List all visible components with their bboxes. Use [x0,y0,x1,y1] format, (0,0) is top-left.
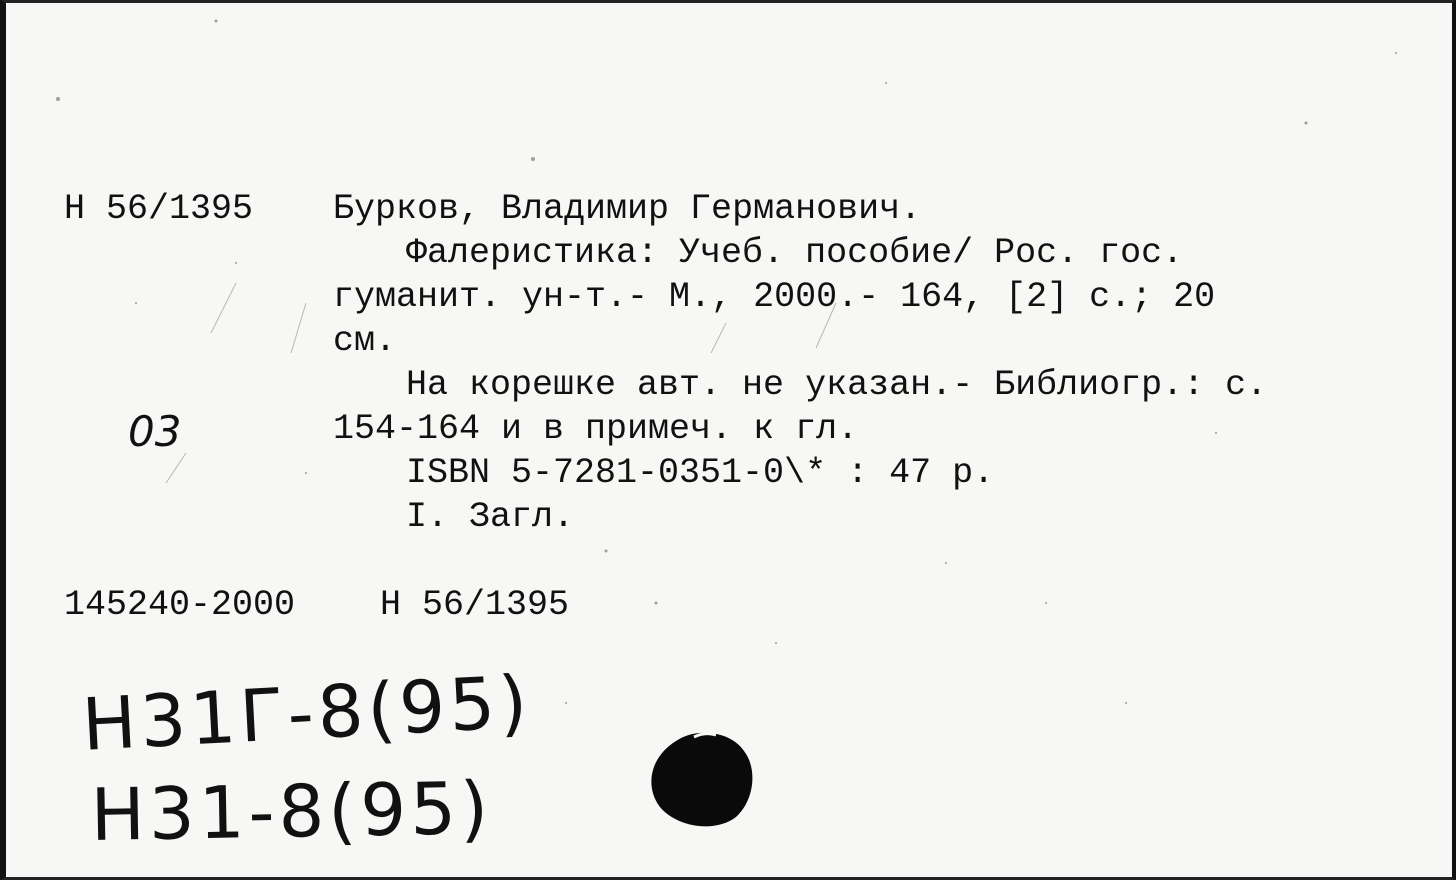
title-line-3: см. [333,321,397,361]
handwritten-code-2: Н31-8(95) [90,765,493,857]
shelfmark: Н 56/1395 [64,189,254,229]
punch-hole [636,721,766,841]
handwritten-mark: 03 [128,407,182,456]
title-line-1: Фалеристика: Учеб. пособие/ Рос. гос. [406,233,1184,273]
isbn-line: ISBN 5-7281-0351-0\* : 47 р. [406,453,995,493]
note-line-2: 154-164 и в примеч. к гл. [333,409,859,449]
accession-shelfmark: Н 56/1395 [380,585,570,625]
accession-number: 145240-2000 [64,585,296,625]
note-line-1: На корешке авт. не указан.- Библиогр.: с. [406,365,1268,405]
author-heading: Бурков, Владимир Германович. [333,189,922,229]
tracing-line: I. Загл. [406,497,575,537]
title-line-2: гуманит. ун-т.- М., 2000.- 164, [2] с.; 20 [333,277,1216,317]
handwritten-code-1: Н31Г-8(95) [80,659,534,767]
